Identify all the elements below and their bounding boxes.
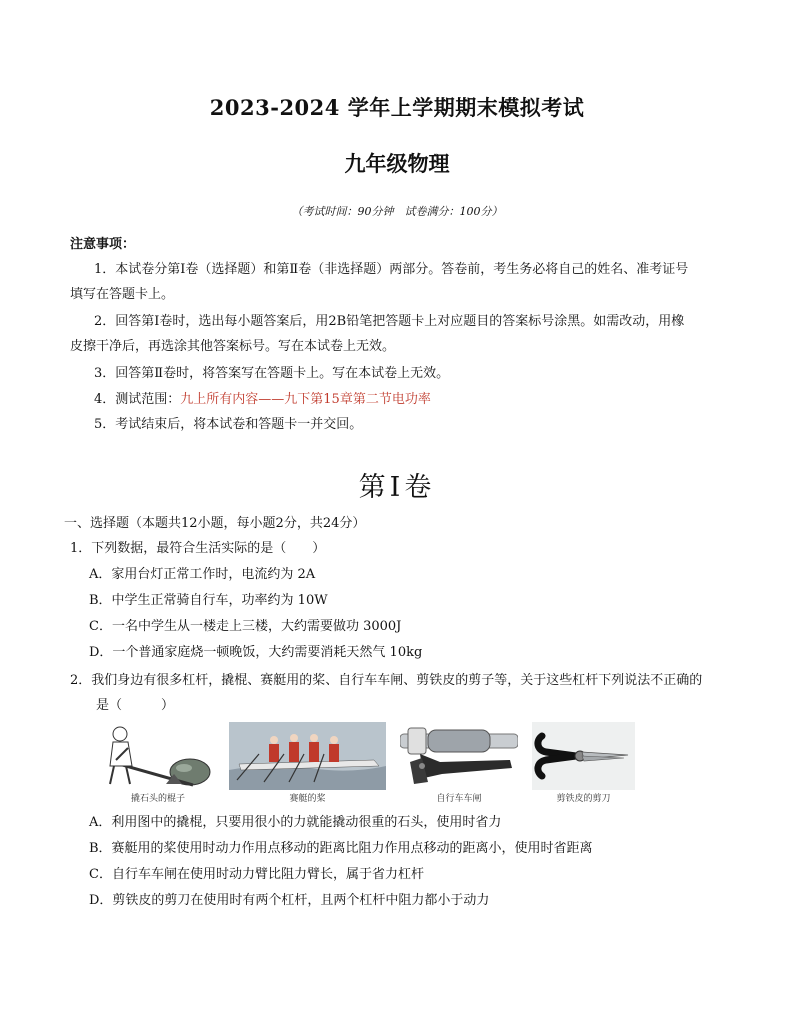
- notice-item-3-line1: 3．回答第Ⅱ卷时，将答案写在答题卡上。写在本试卷上无效。: [94, 366, 450, 381]
- notice-item-5: [70, 412, 730, 437]
- caption-crowbar: 撬石头的棍子: [130, 794, 185, 804]
- question-1-option-b: B．中学生正常骑自行车，功率约为 10W: [89, 593, 328, 608]
- notice-item-5-line1: 5．考试结束后，将本试卷和答题卡一并交回。: [94, 417, 363, 432]
- question-1-option-d: D．一个普通家庭烧一顿晚饭，大约需要消耗天然气 10kg: [89, 645, 423, 660]
- notice-item-2-line1: 2．回答第Ⅰ卷时，选出每小题答案后，用2B铅笔把答题卡上对应题目的答案标号涂黑。如需改动，用橡: [94, 314, 685, 329]
- crowbar-picture: [98, 722, 218, 790]
- notice-item-2-line2: 皮擦干净后，再选涂其他答案标号。写在本试卷上无效。: [70, 339, 396, 354]
- rowing-picture: [229, 722, 386, 790]
- caption-rowing: 赛艇的桨: [289, 794, 326, 804]
- question-1-stem: 1．下列数据，最符合生活实际的是（ ）: [70, 541, 326, 556]
- question-2-option-d: D．剪铁皮的剪刀在使用时有两个杠杆，且两个杠杆中阻力都小于动力: [89, 893, 490, 908]
- section-title: 一、选择题（本题共12小题，每小题2分，共24分）: [64, 516, 366, 531]
- question-1-option-a: A．家用台灯正常工作时，电流约为 2A: [89, 567, 316, 582]
- exam-title: 2023-2024 学年上学期期末模拟考试: [209, 95, 585, 120]
- tin-snips-picture: [532, 722, 635, 790]
- notice-item-2: [70, 309, 730, 359]
- notice-item-3: [70, 361, 730, 386]
- question-2-stem-cont: 是（ ）: [96, 698, 175, 713]
- question-2-option-b: B．赛艇用的桨使用时动力作用点移动的距离比阻力作用点移动的距离小，使用时省距离: [89, 841, 593, 856]
- test-scope-value: 九上所有内容——九下第15章第二节电功率: [180, 392, 431, 407]
- test-scope-label: 4．测试范围：: [94, 392, 181, 407]
- notice-item-1-line2: 填写在答题卡上。: [70, 287, 175, 302]
- caption-bike-brake: 自行车车闸: [436, 794, 482, 804]
- question-2-option-c: C．自行车车闸在使用时动力臂比阻力臂长，属于省力杠杆: [89, 867, 424, 882]
- caption-tin-snips: 剪铁皮的剪刀: [556, 794, 611, 804]
- bike-brake-picture: [400, 722, 518, 790]
- question-2-option-a: A．利用图中的撬棍，只要用很小的力就能撬动很重的石头，使用时省力: [89, 815, 502, 830]
- question-2-stem: 2．我们身边有很多杠杆，撬棍、赛艇用的桨、自行车车闸、剪铁皮的剪子等，关于这些杠杆下列说法不正确的: [70, 673, 703, 688]
- notice-item-4: [70, 387, 730, 412]
- notice-item-1: [70, 257, 730, 307]
- exam-subject: 九年级物理: [344, 151, 450, 176]
- notice-item-1-line1: 1．本试卷分第Ⅰ卷（选择题）和第Ⅱ卷（非选择题）两部分。答卷前，考生务必将自己的姓名、准考证号: [94, 262, 689, 277]
- exam-info: （考试时间：90分钟 试卷满分：100分）: [291, 205, 503, 218]
- question-1-option-c: C．一名中学生从一楼走上三楼，大约需要做功 3000J: [89, 619, 402, 634]
- notice-title: 注意事项：: [70, 237, 136, 252]
- volume-title: 第Ⅰ卷: [358, 472, 436, 503]
